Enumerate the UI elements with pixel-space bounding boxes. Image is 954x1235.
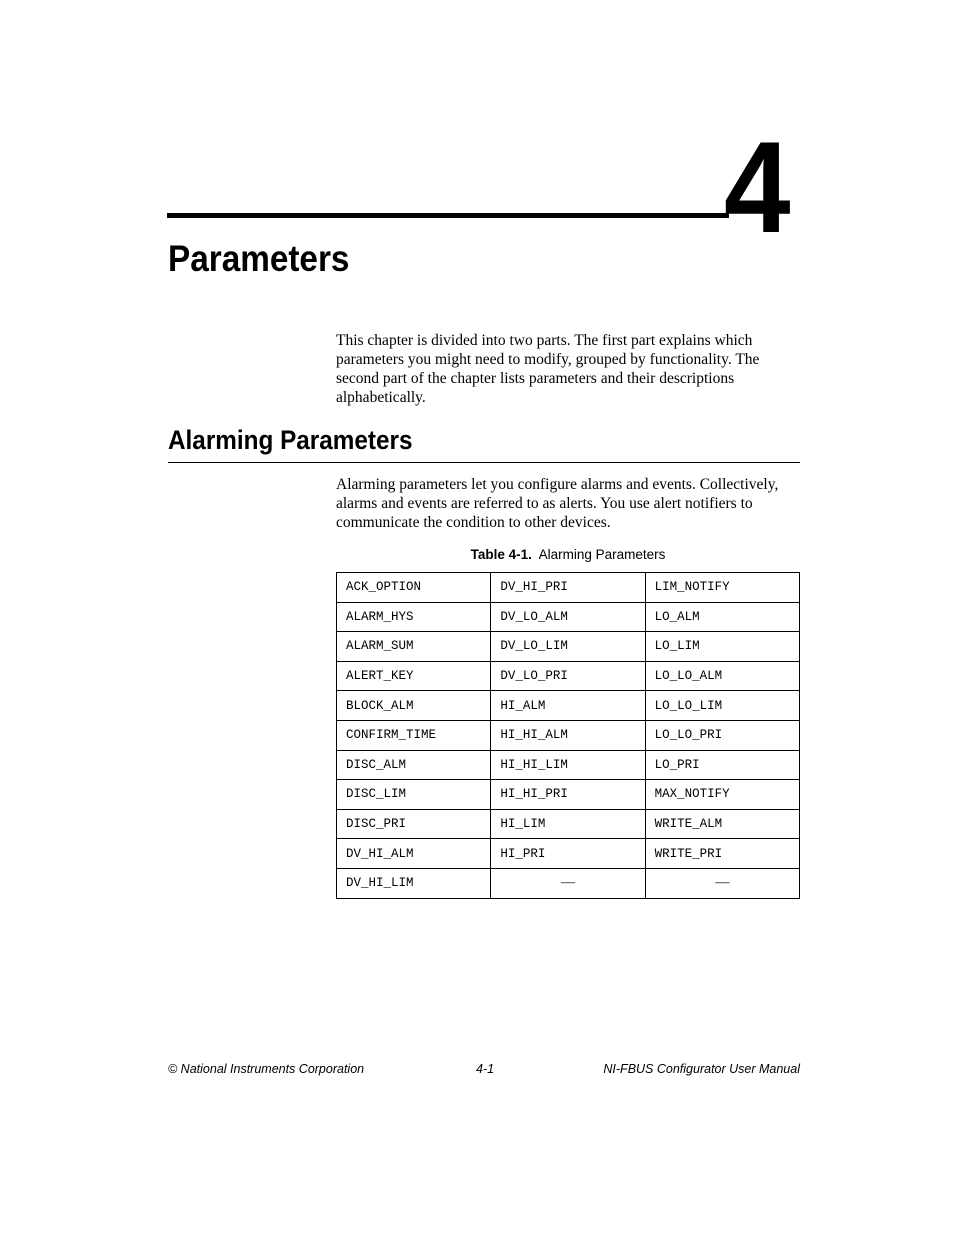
table-cell: DV_HI_ALM: [337, 839, 491, 869]
chapter-title: Parameters: [168, 238, 350, 279]
footer-copyright: © National Instruments Corporation: [168, 1062, 365, 1076]
table-cell: LO_LO_LIM: [645, 691, 799, 721]
table-cell: DISC_LIM: [337, 780, 491, 810]
table-cell: ALARM_HYS: [337, 602, 491, 632]
table-cell: LO_ALM: [645, 602, 799, 632]
table-cell: DV_LO_LIM: [491, 632, 645, 662]
table-cell: HI_HI_PRI: [491, 780, 645, 810]
table-cell: LO_PRI: [645, 750, 799, 780]
section-intro: Alarming parameters let you configure alarms and events. Collectively, alarms and events are referred to as alerts. You use alert notifiers to communicate the condition to other devices.: [336, 476, 779, 531]
section-rule: [168, 462, 800, 463]
table-caption-text: Alarming Parameters: [538, 547, 666, 562]
table-row: [337, 632, 800, 662]
footer-page-number: 4-1: [476, 1062, 495, 1076]
table-row: [337, 602, 800, 632]
table-cell: ACK_OPTION: [337, 573, 491, 603]
table-cell: HI_HI_ALM: [491, 720, 645, 750]
table-row: [337, 720, 800, 750]
table-cell: ALERT_KEY: [337, 661, 491, 691]
table-cell: BLOCK_ALM: [337, 691, 491, 721]
table-cell-empty-dash: —: [645, 868, 799, 898]
table-cell: DV_HI_PRI: [491, 573, 645, 603]
table-row: [337, 809, 800, 839]
table-cell: HI_PRI: [491, 839, 645, 869]
chapter-rule: [167, 213, 729, 218]
chapter-number: 4: [724, 114, 789, 260]
table-row: [337, 691, 800, 721]
table-cell: LO_LO_ALM: [645, 661, 799, 691]
table-cell: DISC_ALM: [337, 750, 491, 780]
table-cell: WRITE_ALM: [645, 809, 799, 839]
table-cell: WRITE_PRI: [645, 839, 799, 869]
table-row: [337, 868, 800, 898]
table-cell: CONFIRM_TIME: [337, 720, 491, 750]
table-cell-empty-dash: —: [491, 868, 645, 898]
table-cell: MAX_NOTIFY: [645, 780, 799, 810]
table-cell: LO_LO_PRI: [645, 720, 799, 750]
table-cell: HI_ALM: [491, 691, 645, 721]
table-caption: [336, 546, 800, 564]
table-row: [337, 573, 800, 603]
table-cell: ALARM_SUM: [337, 632, 491, 662]
table-row: [337, 839, 800, 869]
table-cell: LIM_NOTIFY: [645, 573, 799, 603]
table-cell: DV_LO_PRI: [491, 661, 645, 691]
table-caption-label: Table 4-1.: [470, 547, 532, 562]
table-cell: DV_LO_ALM: [491, 602, 645, 632]
section-title: Alarming Parameters: [168, 425, 413, 455]
table-cell: HI_LIM: [491, 809, 645, 839]
table-row: [337, 750, 800, 780]
table-cell: DV_HI_LIM: [337, 868, 491, 898]
table-cell: DISC_PRI: [337, 809, 491, 839]
table-row: [337, 780, 800, 810]
table-cell: HI_HI_LIM: [491, 750, 645, 780]
table-row: [337, 661, 800, 691]
table-cell: LO_LIM: [645, 632, 799, 662]
alarming-parameters-table: [336, 572, 800, 899]
footer-manual-title: NI-FBUS Configurator User Manual: [603, 1062, 800, 1076]
chapter-intro: This chapter is divided into two parts. The first part explains which parameters you might need to modify, grouped by functionality. The second part of the chapter lists parameters and their descriptions alphabetically.: [336, 332, 760, 406]
